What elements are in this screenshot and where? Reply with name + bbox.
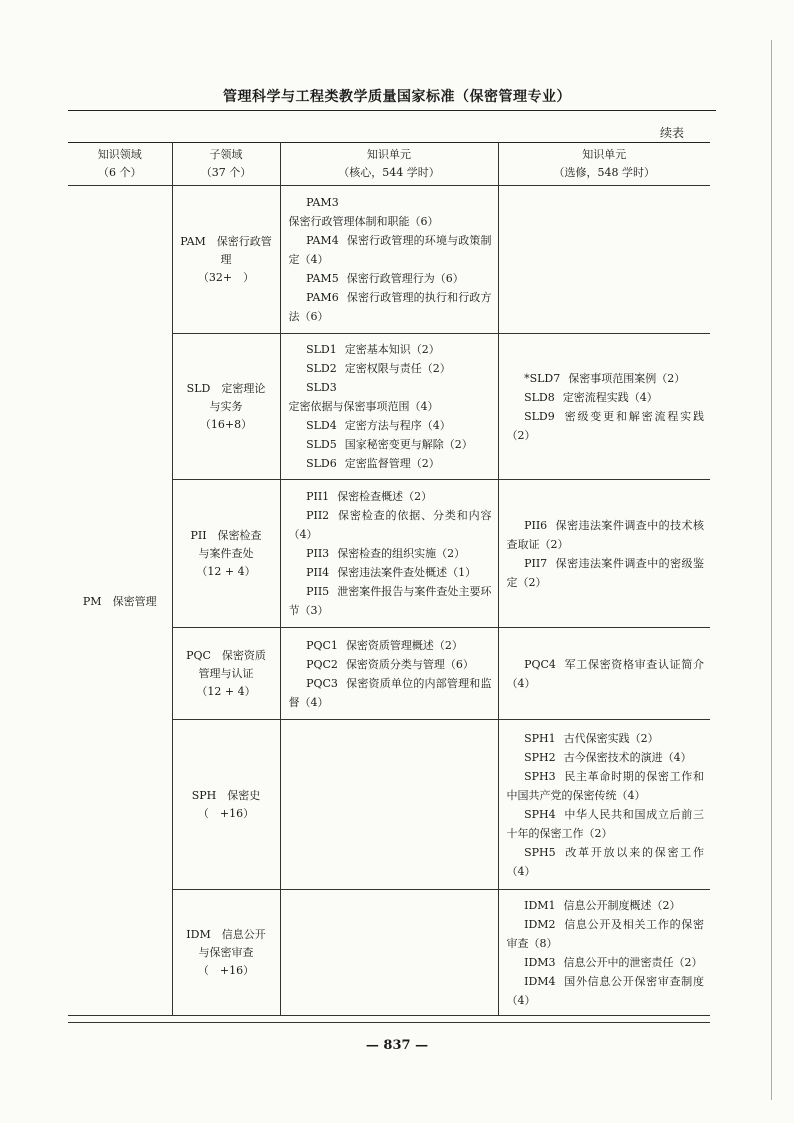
header-line: （核心，544 学时） — [338, 166, 440, 179]
unit-text: 国外信息公开保密审查制度（4） — [506, 974, 704, 1007]
unit-code: PQC3 — [306, 676, 338, 690]
core-units-cell — [280, 480, 498, 628]
knowledge-unit — [507, 915, 705, 953]
elective-units-cell — [498, 334, 710, 480]
subdomain-line: 管理与认证 — [198, 666, 254, 680]
core-units-cell — [280, 720, 498, 890]
knowledge-unit — [507, 972, 705, 1010]
unit-text: 泄密案件报告与案件查处主要环节（3） — [288, 585, 492, 617]
knowledge-domain-label: PM 保密管理 — [82, 594, 157, 608]
unit-code: SPH4 — [524, 807, 556, 821]
unit-code: PII5 — [306, 585, 330, 598]
knowledge-unit — [289, 454, 492, 473]
unit-code: PQC1 — [306, 638, 338, 652]
unit-text: 国家秘密变更与解除（2） — [344, 438, 473, 451]
header-line: 知识单元 — [367, 148, 411, 161]
unit-code: PII4 — [306, 566, 330, 579]
unit-code: SLD5 — [306, 438, 337, 451]
knowledge-unit — [289, 378, 492, 416]
knowledge-unit — [289, 563, 492, 582]
unit-text: 定密流程实践（4） — [562, 390, 658, 404]
unit-text: 古代保密实践（2） — [563, 731, 659, 745]
page-header: 管理科学与工程类教学质量国家标准（保密管理专业） — [223, 89, 571, 105]
unit-text: 军工保密资格审查认证简介（4） — [506, 657, 704, 690]
subdomain-line: SPH 保密史 — [191, 788, 261, 802]
table-row — [68, 186, 710, 334]
knowledge-table — [68, 142, 710, 1016]
knowledge-unit — [289, 582, 492, 620]
knowledge-unit — [289, 193, 492, 231]
unit-text: 保密事项范围案例（2） — [568, 371, 686, 385]
subdomain-line: 与案件查处 — [198, 546, 254, 560]
knowledge-unit — [507, 407, 705, 445]
unit-text: 密级变更和解密流程实践（2） — [506, 409, 704, 442]
subdomain-line: PQC 保密资质 — [186, 648, 266, 662]
unit-code: PQC2 — [306, 657, 338, 671]
unit-text: 保密行政管理的执行和行政方法（6） — [288, 291, 492, 323]
unit-code: IDM2 — [524, 917, 556, 931]
knowledge-unit — [507, 805, 705, 843]
elective-units-cell — [498, 480, 710, 628]
knowledge-unit — [507, 767, 705, 805]
unit-code: PII7 — [524, 556, 548, 570]
unit-code: PQC4 — [524, 657, 556, 671]
unit-text: 信息公开制度概述（2） — [563, 898, 681, 912]
knowledge-unit — [507, 729, 705, 748]
unit-text: 保密资质分类与管理（6） — [345, 657, 474, 671]
subdomain-line: 与保密审查 — [198, 945, 254, 959]
unit-code: SLD9 — [524, 409, 555, 423]
knowledge-unit — [289, 487, 492, 506]
header-rule — [68, 110, 716, 111]
unit-code: IDM3 — [524, 955, 556, 969]
unit-code: PAM6 — [306, 291, 339, 304]
unit-text: 民主革命时期的保密工作和中国共产党的保密传统（4） — [506, 769, 704, 802]
unit-code: PAM3 — [306, 196, 339, 209]
footer-rule — [68, 1022, 710, 1023]
knowledge-unit — [289, 506, 492, 544]
knowledge-unit — [507, 388, 705, 407]
knowledge-unit — [507, 896, 705, 915]
subdomain-line: （16+8） — [199, 417, 253, 431]
unit-code: PII3 — [306, 547, 330, 560]
knowledge-unit — [507, 748, 705, 767]
core-units-cell — [280, 890, 498, 1016]
header-core-units — [280, 143, 498, 186]
knowledge-unit — [289, 655, 492, 674]
unit-text: 保密违法案件调查中的技术核查取证（2） — [506, 518, 704, 551]
knowledge-unit — [507, 953, 705, 972]
unit-text: 保密资质单位的内部管理和监督（4） — [288, 676, 492, 709]
unit-text: 古今保密技术的演进（4） — [563, 750, 692, 764]
knowledge-unit — [507, 655, 705, 693]
knowledge-unit — [289, 288, 492, 326]
subdomain-cell — [172, 720, 280, 890]
subdomain-line: PAM 保密行政管理 — [180, 234, 272, 266]
unit-code: IDM4 — [524, 974, 556, 988]
knowledge-unit — [289, 435, 492, 454]
knowledge-unit — [507, 516, 705, 554]
subdomain-cell — [172, 334, 280, 480]
knowledge-unit — [289, 636, 492, 655]
knowledge-unit — [289, 269, 492, 288]
unit-code: SLD2 — [306, 362, 337, 375]
continued-label: 续表 — [660, 126, 685, 140]
unit-code: SPH5 — [524, 845, 556, 859]
unit-code: SPH2 — [524, 750, 556, 764]
header-line: （选修，548 学时） — [553, 166, 655, 179]
subdomain-line: 与实务 — [209, 399, 243, 413]
unit-text: 定密基本知识（2） — [344, 343, 440, 356]
knowledge-unit — [289, 340, 492, 359]
knowledge-unit — [507, 554, 705, 592]
knowledge-unit — [289, 544, 492, 563]
unit-text: 改革开放以来的保密工作（4） — [506, 845, 704, 878]
elective-units-cell — [498, 720, 710, 890]
unit-text: 保密违法案件查处概述（1） — [337, 566, 477, 579]
knowledge-domain-cell — [68, 186, 172, 1016]
unit-code: SPH3 — [524, 769, 556, 783]
unit-text: 定密方法与程序（4） — [344, 419, 451, 432]
header-line: 知识领域 — [97, 148, 142, 161]
knowledge-unit — [507, 369, 705, 388]
knowledge-unit — [507, 843, 705, 881]
subdomain-line: （ +16） — [197, 806, 255, 820]
unit-code: SLD3 — [306, 381, 337, 394]
unit-code: SLD1 — [306, 343, 337, 356]
unit-text: 保密检查概述（2） — [337, 490, 433, 503]
unit-code: SPH1 — [524, 731, 556, 745]
unit-code: SLD4 — [306, 419, 337, 432]
knowledge-unit — [289, 416, 492, 435]
unit-text: 保密检查的组织实施（2） — [337, 547, 466, 560]
subdomain-line: （32+ ） — [197, 270, 255, 284]
unit-text: 保密行政管理体制和职能（6） — [288, 215, 439, 228]
header-line: 知识单元 — [582, 148, 627, 161]
subdomain-line: SLD 定密理论 — [186, 381, 266, 395]
unit-text: 保密行政管理的环境与政策制定（4） — [288, 234, 492, 266]
unit-code: PII6 — [524, 518, 548, 532]
header-line: 子领域 — [209, 148, 243, 161]
knowledge-unit — [289, 231, 492, 269]
unit-text: 保密行政管理行为（6） — [346, 272, 464, 285]
unit-code: PII1 — [306, 490, 330, 503]
unit-text: 定密依据与保密事项范围（4） — [288, 400, 439, 413]
subdomain-line: （12 + 4） — [196, 684, 256, 698]
unit-text: 中华人民共和国成立后前三十年的保密工作（2） — [506, 807, 704, 840]
subdomain-cell — [172, 628, 280, 720]
unit-code: SLD6 — [306, 457, 337, 470]
knowledge-unit — [289, 359, 492, 378]
subdomain-line: IDM 信息公开 — [186, 927, 266, 941]
unit-text: 信息公开中的泄密责任（2） — [563, 955, 703, 969]
subdomain-line: （12 + 4） — [196, 564, 256, 578]
core-units-cell — [280, 186, 498, 334]
unit-text: 定密监督管理（2） — [344, 457, 440, 470]
subdomain-line: （ +16） — [197, 963, 255, 977]
header-line: （37 个） — [200, 166, 252, 179]
unit-text: 保密违法案件调查中的密级鉴定（2） — [506, 556, 704, 589]
unit-code: PAM4 — [306, 234, 339, 247]
knowledge-unit — [289, 674, 492, 712]
subdomain-cell — [172, 186, 280, 334]
unit-code: PAM5 — [306, 272, 339, 285]
elective-units-cell — [498, 890, 710, 1016]
header-subdomain — [172, 143, 280, 186]
header-elective-units — [498, 143, 710, 186]
scan-edge — [771, 40, 772, 1100]
subdomain-line: PII 保密检查 — [190, 528, 262, 542]
table-header-row — [68, 143, 710, 186]
elective-units-cell — [498, 628, 710, 720]
core-units-cell — [280, 628, 498, 720]
unit-text: 保密检查的依据、分类和内容（4） — [288, 509, 492, 541]
core-units-cell — [280, 334, 498, 480]
subdomain-cell — [172, 890, 280, 1016]
unit-code: IDM1 — [524, 898, 556, 912]
unit-text: 保密资质管理概述（2） — [345, 638, 463, 652]
header-line: （6 个） — [98, 166, 142, 179]
unit-code: SLD8 — [524, 390, 555, 404]
page-number: — 837 — — [365, 1038, 429, 1053]
unit-code: *SLD7 — [524, 371, 561, 385]
unit-code: PII2 — [306, 509, 330, 522]
unit-text: 信息公开及相关工作的保密审查（8） — [506, 917, 704, 950]
elective-units-cell — [498, 186, 710, 334]
unit-text: 定密权限与责任（2） — [344, 362, 451, 375]
subdomain-cell — [172, 480, 280, 628]
header-domain — [68, 143, 172, 186]
